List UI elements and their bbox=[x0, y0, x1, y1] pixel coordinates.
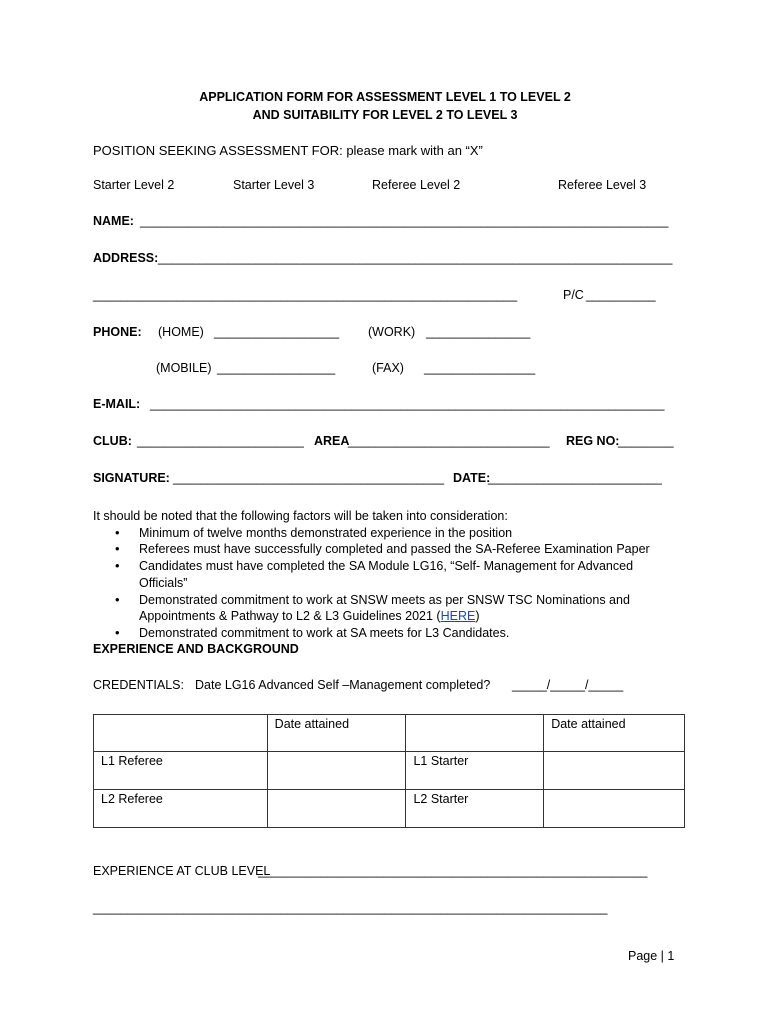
option-referee-level-2[interactable]: Referee Level 2 bbox=[372, 178, 461, 192]
form-title-line-2: AND SUITABILITY FOR LEVEL 2 TO LEVEL 3 bbox=[252, 108, 518, 122]
table-row bbox=[94, 752, 685, 790]
page-number: Page | 1 bbox=[628, 949, 675, 963]
club-field[interactable]: ________________________ bbox=[137, 434, 304, 448]
list-item-text: Candidates must have completed the SA Module LG16, “Self- Management for Advanced bbox=[139, 559, 634, 574]
list-item bbox=[139, 558, 693, 591]
table-header-cell: Date attained bbox=[544, 715, 685, 752]
table-cell: L2 Referee bbox=[94, 790, 268, 828]
list-item: • Demonstrated commitment to work at SA meets for L3 Candidates. bbox=[139, 625, 693, 642]
list-item bbox=[139, 592, 693, 625]
form-title-line-1: APPLICATION FORM FOR ASSESSMENT LEVEL 1 TO LEVEL 2 bbox=[199, 90, 571, 104]
date-attained-cell[interactable] bbox=[267, 790, 406, 828]
home-phone-field[interactable]: __________________ bbox=[214, 325, 340, 339]
table-header-cell bbox=[406, 715, 544, 752]
area-label: AREA bbox=[314, 434, 350, 448]
date-label: DATE: bbox=[453, 471, 491, 485]
signature-field[interactable]: _______________________________________ bbox=[173, 471, 445, 485]
signature-label: SIGNATURE: bbox=[93, 471, 170, 485]
work-phone-label: (WORK) bbox=[368, 325, 416, 339]
credentials-question: Date LG16 Advanced Self –Management completed? bbox=[195, 678, 491, 692]
work-phone-field[interactable]: _______________ bbox=[426, 325, 531, 339]
regno-label: REG NO: bbox=[566, 434, 620, 448]
table-cell: L1 Starter bbox=[406, 752, 544, 790]
postcode-field[interactable]: __________ bbox=[586, 288, 656, 302]
mobile-phone-field[interactable]: _________________ bbox=[217, 361, 336, 375]
credentials-date-field[interactable]: _____/_____/_____ bbox=[512, 678, 624, 692]
experience-heading: EXPERIENCE AND BACKGROUND bbox=[93, 642, 299, 656]
position-prompt: POSITION SEEKING ASSESSMENT FOR: please mark with an “X” bbox=[93, 143, 483, 158]
club-label: CLUB: bbox=[93, 434, 132, 448]
date-attained-cell[interactable] bbox=[544, 752, 685, 790]
credentials-table bbox=[93, 714, 685, 828]
postcode-label: P/C bbox=[563, 288, 584, 302]
table-cell: L2 Starter bbox=[406, 790, 544, 828]
date-field[interactable]: _________________________ bbox=[488, 471, 662, 485]
list-item-text: Demonstrated commitment to work at SNSW meets as per SNSW TSC Nominations and bbox=[139, 592, 630, 607]
considerations-intro: It should be noted that the following factors will be taken into consideration: bbox=[93, 509, 508, 523]
option-referee-level-3[interactable]: Referee Level 3 bbox=[558, 178, 647, 192]
date-attained-cell[interactable] bbox=[267, 752, 406, 790]
address-field[interactable]: __________________________________________________________________________ bbox=[158, 251, 673, 265]
fax-label: (FAX) bbox=[372, 361, 404, 375]
area-field[interactable]: _____________________________ bbox=[348, 434, 550, 448]
list-item: • Referees must have successfully completed and passed the SA-Referee Examination Paper bbox=[139, 541, 693, 558]
phone-label: PHONE: bbox=[93, 325, 142, 339]
club-experience-field-line-2[interactable]: __________________________________________________________________________ bbox=[93, 901, 608, 915]
regno-field[interactable]: ________ bbox=[618, 434, 674, 448]
address-field-line-2[interactable]: _____________________________________________________________ bbox=[93, 288, 518, 302]
list-item-text-end: ) bbox=[475, 609, 480, 624]
list-item: • Minimum of twelve months demonstrated experience in the position bbox=[139, 525, 693, 542]
club-experience-field[interactable]: ________________________________________________________ bbox=[258, 864, 648, 878]
home-phone-label: (HOME) bbox=[158, 325, 204, 339]
fax-field[interactable]: ________________ bbox=[424, 361, 536, 375]
table-row bbox=[94, 790, 685, 828]
considerations-list bbox=[93, 525, 693, 642]
here-link[interactable]: HERE bbox=[440, 609, 476, 624]
table-header-cell bbox=[94, 715, 268, 752]
option-starter-level-2[interactable]: Starter Level 2 bbox=[93, 178, 175, 192]
address-label: ADDRESS: bbox=[93, 251, 159, 265]
name-label: NAME: bbox=[93, 214, 134, 228]
list-item-text-cont: Officials” bbox=[139, 575, 188, 590]
credentials-label: CREDENTIALS: bbox=[93, 678, 184, 692]
option-starter-level-3[interactable]: Starter Level 3 bbox=[233, 178, 315, 192]
considerations-notes bbox=[93, 508, 693, 642]
table-header-row bbox=[94, 715, 685, 752]
table-cell: L1 Referee bbox=[94, 752, 268, 790]
mobile-phone-label: (MOBILE) bbox=[156, 361, 212, 375]
list-item-text-cont: Appointments & Pathway to L2 & L3 Guidelines 2021 ( bbox=[139, 609, 441, 624]
date-attained-cell[interactable] bbox=[544, 790, 685, 828]
email-field[interactable]: __________________________________________________________________________ bbox=[150, 397, 665, 411]
name-field[interactable]: ____________________________________________________________________________ bbox=[140, 214, 669, 228]
club-experience-label: EXPERIENCE AT CLUB LEVEL bbox=[93, 864, 271, 878]
table-header-cell: Date attained bbox=[267, 715, 406, 752]
email-label: E-MAIL: bbox=[93, 397, 141, 411]
